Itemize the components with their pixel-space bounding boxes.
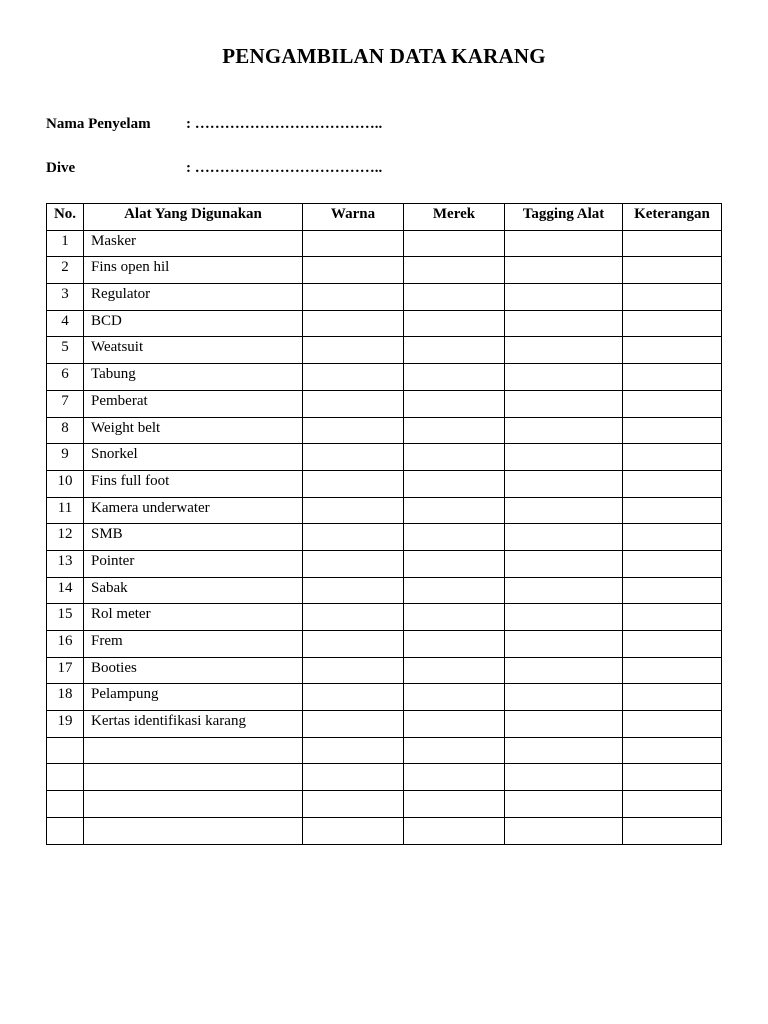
- cell-merek[interactable]: [404, 817, 505, 844]
- cell-merek[interactable]: [404, 337, 505, 364]
- cell-merek[interactable]: [404, 417, 505, 444]
- cell-alat: [84, 764, 303, 791]
- cell-merek[interactable]: [404, 390, 505, 417]
- cell-alat: Fins full foot: [84, 470, 303, 497]
- cell-tagging-alat[interactable]: [505, 230, 623, 257]
- table-row: [47, 711, 722, 738]
- cell-merek[interactable]: [404, 550, 505, 577]
- cell-tagging-alat[interactable]: [505, 524, 623, 551]
- cell-alat: Kertas identifikasi karang: [84, 711, 303, 738]
- cell-no: 3: [47, 284, 84, 311]
- table-row: [47, 817, 722, 844]
- cell-no: 14: [47, 577, 84, 604]
- table-row: [47, 444, 722, 471]
- cell-tagging-alat[interactable]: [505, 577, 623, 604]
- cell-alat: Pelampung: [84, 684, 303, 711]
- cell-merek[interactable]: [404, 604, 505, 631]
- cell-no: 6: [47, 364, 84, 391]
- cell-no: 12: [47, 524, 84, 551]
- cell-keterangan[interactable]: [623, 550, 722, 577]
- cell-alat: Kamera underwater: [84, 497, 303, 524]
- cell-keterangan[interactable]: [623, 337, 722, 364]
- cell-merek[interactable]: [404, 631, 505, 658]
- cell-merek[interactable]: [404, 524, 505, 551]
- cell-warna[interactable]: [303, 257, 404, 284]
- cell-no: [47, 791, 84, 818]
- cell-keterangan[interactable]: [623, 577, 722, 604]
- cell-no: 5: [47, 337, 84, 364]
- cell-keterangan[interactable]: [623, 764, 722, 791]
- cell-keterangan[interactable]: [623, 310, 722, 337]
- dive-value[interactable]: : ………………………………..: [186, 160, 383, 176]
- cell-warna[interactable]: [303, 417, 404, 444]
- cell-warna[interactable]: [303, 764, 404, 791]
- cell-merek[interactable]: [404, 470, 505, 497]
- cell-warna[interactable]: [303, 524, 404, 551]
- cell-keterangan[interactable]: [623, 711, 722, 738]
- cell-warna[interactable]: [303, 550, 404, 577]
- cell-keterangan[interactable]: [623, 364, 722, 391]
- cell-merek[interactable]: [404, 364, 505, 391]
- cell-keterangan[interactable]: [623, 524, 722, 551]
- cell-merek[interactable]: [404, 711, 505, 738]
- cell-warna[interactable]: [303, 337, 404, 364]
- cell-keterangan[interactable]: [623, 657, 722, 684]
- cell-tagging-alat[interactable]: [505, 364, 623, 391]
- cell-keterangan[interactable]: [623, 230, 722, 257]
- cell-warna[interactable]: [303, 577, 404, 604]
- cell-tagging-alat[interactable]: [505, 737, 623, 764]
- cell-no: 7: [47, 390, 84, 417]
- header-tagging-alat: Tagging Alat: [505, 204, 623, 231]
- equipment-table: [46, 203, 722, 845]
- cell-keterangan[interactable]: [623, 470, 722, 497]
- cell-tagging-alat[interactable]: [505, 817, 623, 844]
- cell-merek[interactable]: [404, 257, 505, 284]
- cell-merek[interactable]: [404, 657, 505, 684]
- cell-alat: Tabung: [84, 364, 303, 391]
- cell-tagging-alat[interactable]: [505, 631, 623, 658]
- cell-alat: Fins open hil: [84, 257, 303, 284]
- table-row: [47, 577, 722, 604]
- table-row: [47, 417, 722, 444]
- cell-merek[interactable]: [404, 284, 505, 311]
- table-row: [47, 337, 722, 364]
- cell-alat: Weight belt: [84, 417, 303, 444]
- cell-merek[interactable]: [404, 684, 505, 711]
- cell-merek[interactable]: [404, 497, 505, 524]
- table-row: [47, 497, 722, 524]
- cell-no: 10: [47, 470, 84, 497]
- cell-keterangan[interactable]: [623, 737, 722, 764]
- cell-warna[interactable]: [303, 817, 404, 844]
- cell-no: 18: [47, 684, 84, 711]
- cell-alat: SMB: [84, 524, 303, 551]
- cell-warna[interactable]: [303, 284, 404, 311]
- cell-merek[interactable]: [404, 791, 505, 818]
- header-warna: Warna: [303, 204, 404, 231]
- cell-alat: Frem: [84, 631, 303, 658]
- cell-warna[interactable]: [303, 310, 404, 337]
- cell-merek[interactable]: [404, 577, 505, 604]
- cell-keterangan[interactable]: [623, 604, 722, 631]
- cell-tagging-alat[interactable]: [505, 444, 623, 471]
- cell-keterangan[interactable]: [623, 631, 722, 658]
- nama-penyelam-value[interactable]: : ………………………………..: [186, 116, 383, 132]
- cell-tagging-alat[interactable]: [505, 550, 623, 577]
- nama-penyelam-label: Nama Penyelam: [46, 116, 151, 132]
- cell-alat: BCD: [84, 310, 303, 337]
- cell-tagging-alat[interactable]: [505, 497, 623, 524]
- cell-alat: Regulator: [84, 284, 303, 311]
- cell-warna[interactable]: [303, 791, 404, 818]
- cell-no: 4: [47, 310, 84, 337]
- table-header-row: [47, 204, 722, 231]
- cell-warna[interactable]: [303, 470, 404, 497]
- cell-tagging-alat[interactable]: [505, 791, 623, 818]
- cell-tagging-alat[interactable]: [505, 711, 623, 738]
- cell-warna[interactable]: [303, 657, 404, 684]
- field-dive: [46, 160, 382, 177]
- cell-alat: Masker: [84, 230, 303, 257]
- cell-no: [47, 764, 84, 791]
- cell-keterangan[interactable]: [623, 444, 722, 471]
- table-row: [47, 364, 722, 391]
- table-row: [47, 631, 722, 658]
- field-nama-penyelam: [46, 116, 382, 133]
- cell-tagging-alat[interactable]: [505, 764, 623, 791]
- cell-alat: [84, 817, 303, 844]
- cell-alat: [84, 791, 303, 818]
- cell-tagging-alat[interactable]: [505, 337, 623, 364]
- table-row: [47, 310, 722, 337]
- cell-alat: Pemberat: [84, 390, 303, 417]
- table-row: [47, 230, 722, 257]
- cell-merek[interactable]: [404, 444, 505, 471]
- cell-keterangan[interactable]: [623, 497, 722, 524]
- cell-no: 16: [47, 631, 84, 658]
- cell-tagging-alat[interactable]: [505, 257, 623, 284]
- cell-keterangan[interactable]: [623, 284, 722, 311]
- cell-warna[interactable]: [303, 684, 404, 711]
- cell-alat: Snorkel: [84, 444, 303, 471]
- cell-keterangan[interactable]: [623, 257, 722, 284]
- cell-no: 17: [47, 657, 84, 684]
- cell-tagging-alat[interactable]: [505, 284, 623, 311]
- header-alat: Alat Yang Digunakan: [84, 204, 303, 231]
- cell-merek[interactable]: [404, 737, 505, 764]
- table-row: [47, 737, 722, 764]
- table-row: [47, 764, 722, 791]
- table-row: [47, 550, 722, 577]
- cell-warna[interactable]: [303, 390, 404, 417]
- cell-warna[interactable]: [303, 230, 404, 257]
- cell-tagging-alat[interactable]: [505, 684, 623, 711]
- dive-label: Dive: [46, 160, 76, 176]
- cell-tagging-alat[interactable]: [505, 657, 623, 684]
- table-body: [47, 230, 722, 844]
- table-row: [47, 470, 722, 497]
- cell-keterangan[interactable]: [623, 417, 722, 444]
- cell-no: 15: [47, 604, 84, 631]
- cell-warna[interactable]: [303, 737, 404, 764]
- cell-alat: Rol meter: [84, 604, 303, 631]
- cell-warna[interactable]: [303, 604, 404, 631]
- cell-alat: Pointer: [84, 550, 303, 577]
- cell-alat: Weatsuit: [84, 337, 303, 364]
- table-row: [47, 684, 722, 711]
- cell-keterangan[interactable]: [623, 684, 722, 711]
- cell-no: 1: [47, 230, 84, 257]
- cell-warna[interactable]: [303, 631, 404, 658]
- header-merek: Merek: [404, 204, 505, 231]
- cell-tagging-alat[interactable]: [505, 470, 623, 497]
- cell-warna[interactable]: [303, 711, 404, 738]
- cell-no: 13: [47, 550, 84, 577]
- cell-warna[interactable]: [303, 497, 404, 524]
- table-row: [47, 791, 722, 818]
- cell-no: 11: [47, 497, 84, 524]
- cell-merek[interactable]: [404, 764, 505, 791]
- header-no: No.: [47, 204, 84, 231]
- cell-no: 9: [47, 444, 84, 471]
- cell-no: 8: [47, 417, 84, 444]
- cell-keterangan[interactable]: [623, 817, 722, 844]
- table-row: [47, 284, 722, 311]
- table-row: [47, 524, 722, 551]
- cell-tagging-alat[interactable]: [505, 417, 623, 444]
- cell-alat: Booties: [84, 657, 303, 684]
- table-row: [47, 257, 722, 284]
- cell-alat: [84, 737, 303, 764]
- cell-keterangan[interactable]: [623, 791, 722, 818]
- table-row: [47, 657, 722, 684]
- cell-tagging-alat[interactable]: [505, 390, 623, 417]
- table-row: [47, 390, 722, 417]
- cell-no: [47, 737, 84, 764]
- cell-merek[interactable]: [404, 230, 505, 257]
- cell-keterangan[interactable]: [623, 390, 722, 417]
- cell-no: 2: [47, 257, 84, 284]
- cell-no: [47, 817, 84, 844]
- cell-warna[interactable]: [303, 444, 404, 471]
- cell-tagging-alat[interactable]: [505, 310, 623, 337]
- cell-merek[interactable]: [404, 310, 505, 337]
- cell-no: 19: [47, 711, 84, 738]
- cell-tagging-alat[interactable]: [505, 604, 623, 631]
- cell-warna[interactable]: [303, 364, 404, 391]
- cell-alat: Sabak: [84, 577, 303, 604]
- table-row: [47, 604, 722, 631]
- header-keterangan: Keterangan: [623, 204, 722, 231]
- page-title: PENGAMBILAN DATA KARANG: [222, 44, 546, 68]
